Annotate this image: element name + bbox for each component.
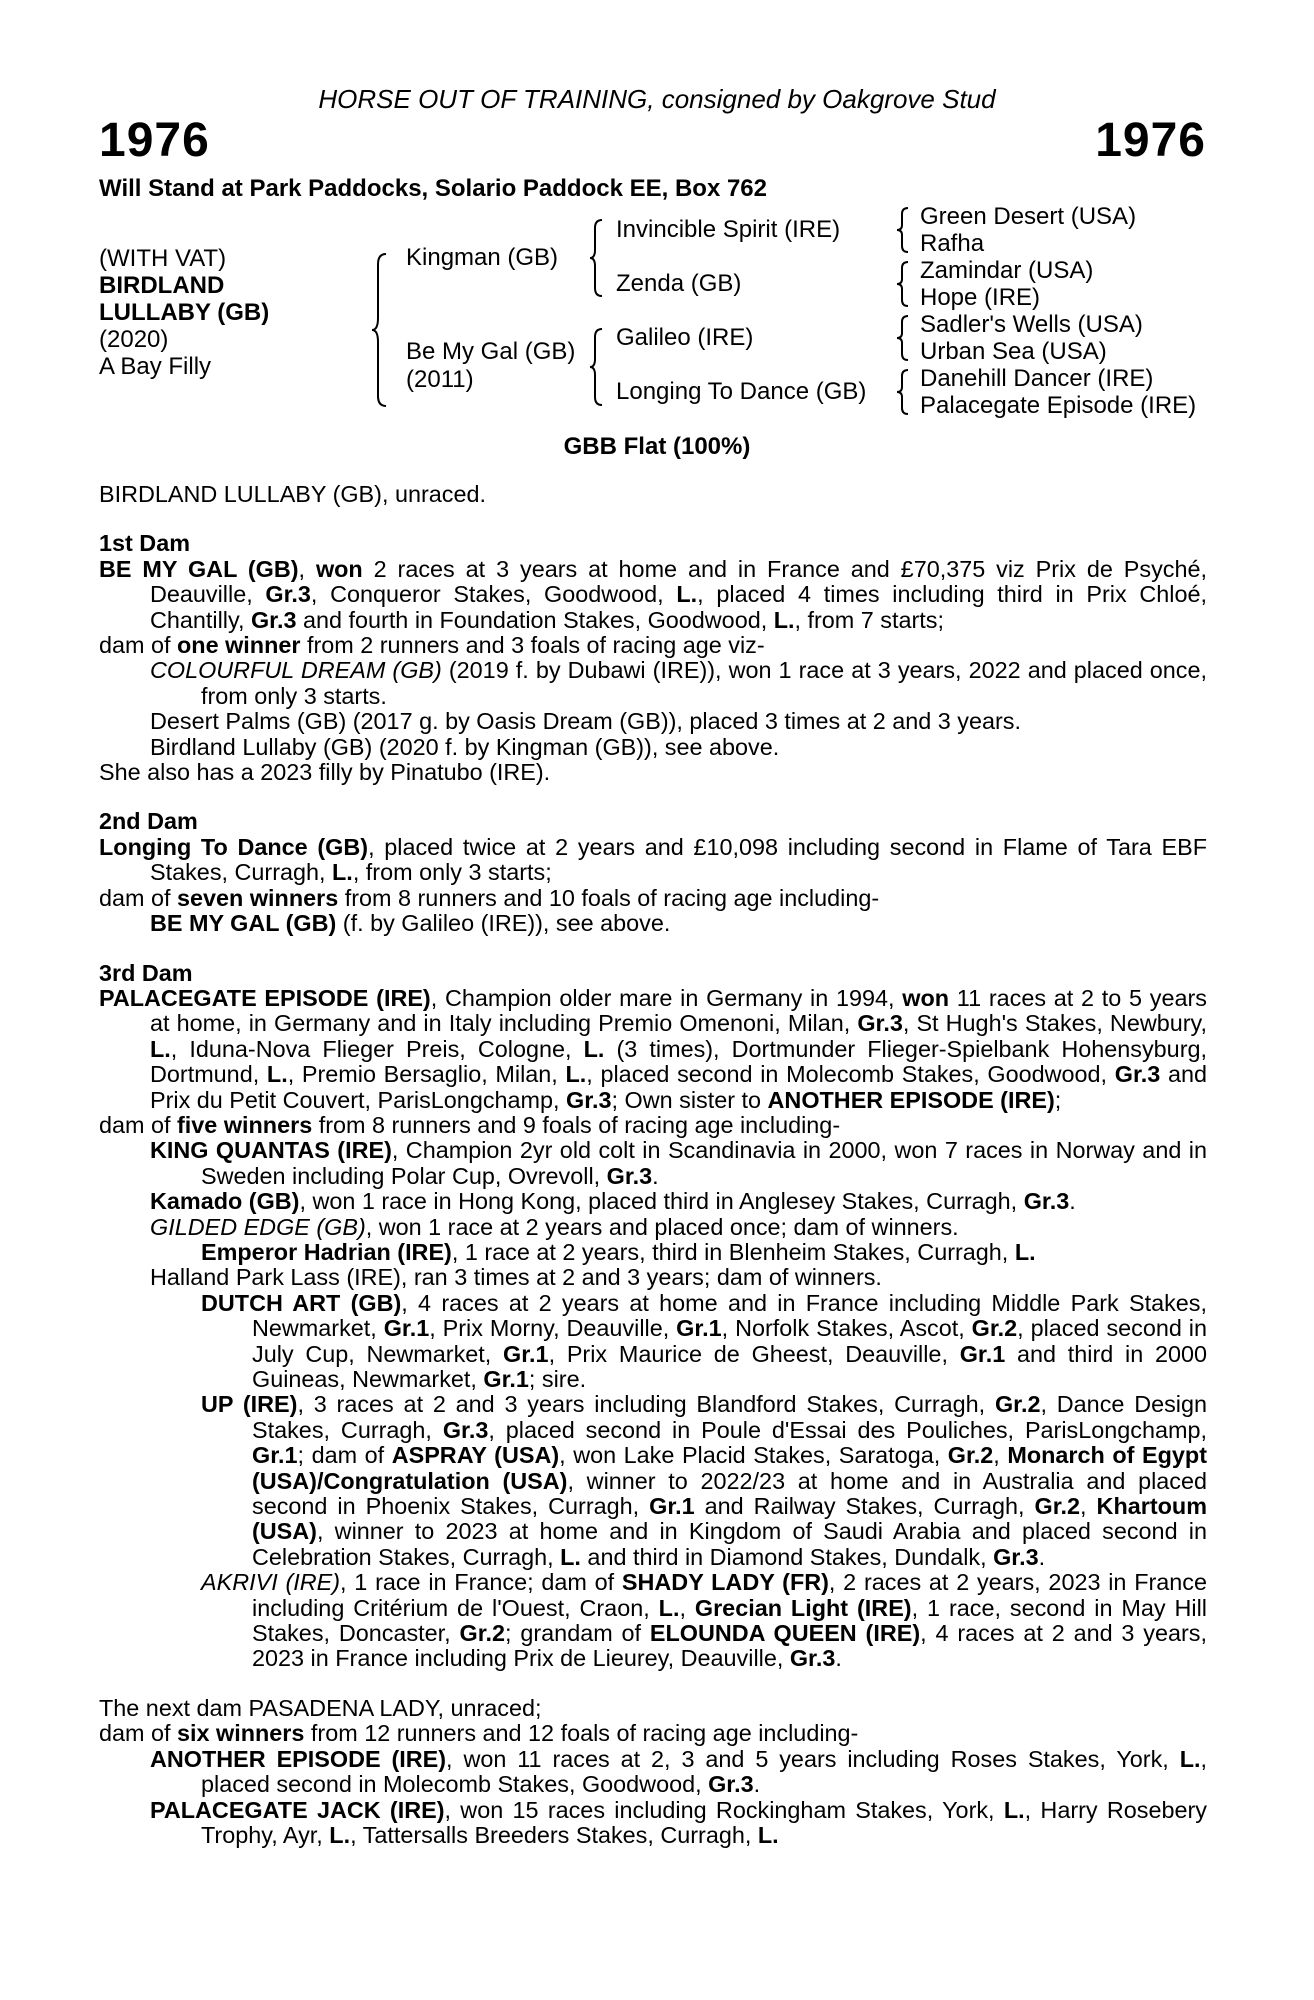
pedigree-brace-g3-2 xyxy=(895,259,913,309)
g3-ancestor: Green Desert (USA) xyxy=(920,203,1137,230)
horse-vat: (WITH VAT) xyxy=(99,245,227,272)
fourth-dam-intro: The next dam PASADENA LADY, unraced; xyxy=(99,1694,542,1721)
g3-ancestor: Hope (IRE) xyxy=(920,284,1041,311)
second-dam-foal: BE MY GAL (GB) (f. by Galileo (IRE)), see above. xyxy=(150,910,671,937)
dam-year: (2011) xyxy=(406,366,474,393)
dam-sire-name: Galileo (IRE) xyxy=(616,324,754,351)
g3-ancestor: Rafha xyxy=(920,230,985,257)
first-dam-also: She also has a 2023 filly by Pinatubo (IRE). xyxy=(99,759,551,786)
second-dam-heading: 2nd Dam xyxy=(99,808,198,835)
gbb-rating: GBB Flat (100%) xyxy=(563,433,751,460)
third-dam-heading: 3rd Dam xyxy=(99,959,193,986)
third-dam-foal-kamado: Kamado (GB), won 1 race in Hong Kong, placed third in Anglesey Stakes, Curragh, Gr.3. xyxy=(150,1188,1076,1215)
horse-description: A Bay Filly xyxy=(99,353,212,380)
g3-ancestor: Danehill Dancer (IRE) xyxy=(920,365,1154,392)
lot-number-left: 1976 xyxy=(99,114,210,167)
third-dam-foal-gilded-edge: GILDED EDGE (GB), won 1 race at 2 years and placed once; dam of winners. xyxy=(150,1213,959,1240)
first-dam-record: BE MY GAL (GB), won 2 races at 3 years at home and in France and £70,375 viz Prix de Psyché, Deauville, Gr.3, Conqueror Stakes, Goodwood, L., placed 4 times including third in Prix Chloé, Chantilly, Gr.3 and fourth in Foundation Stakes, Goodwood, L., from 7 starts; xyxy=(99,555,1207,633)
consignment-line: HORSE OUT OF TRAINING, consigned by Oakgrove Stud xyxy=(318,84,996,114)
pedigree-brace-sire xyxy=(588,216,608,300)
second-dam-record: Longing To Dance (GB), placed twice at 2 years and £10,098 including second in Flame of Tara EBF Stakes, Curragh, L., from only 3 starts; xyxy=(99,833,1207,886)
first-dam-produce-summary: dam of one winner from 2 runners and 3 foals of racing age viz- xyxy=(99,632,765,659)
first-dam-foal-3: Birdland Lullaby (GB) (2020 f. by Kingman (GB)), see above. xyxy=(150,733,780,760)
sire-dam-name: Zenda (GB) xyxy=(616,270,742,297)
third-dam-foal-king-quantas: KING QUANTAS (IRE), Champion 2yr old colt in Scandinavia in 2000, won 7 races in Norway and in Sweden including Polar Cup, Ovrevoll, Gr.3. xyxy=(150,1137,1207,1189)
fourth-dam-foal-palacegate-jack: PALACEGATE JACK (IRE), won 15 races including Rockingham Stakes, York, L., Harry Rosebery Trophy, Ayr, L., Tattersalls Breeders Stakes, Curragh, L. xyxy=(150,1796,1208,1848)
sire-name: Kingman (GB) xyxy=(406,244,559,271)
catalogue-body xyxy=(99,482,1207,1848)
first-dam-foal-1: COLOURFUL DREAM (GB) (2019 f. by Dubawi (IRE)), won 1 race at 3 years, 2022 and placed once, from only 3 starts. xyxy=(150,657,1207,709)
first-dam-heading: 1st Dam xyxy=(99,530,191,557)
dam-dam-name: Longing To Dance (GB) xyxy=(616,378,867,405)
horse-year: (2020) xyxy=(99,326,169,353)
pedigree-brace-dam xyxy=(588,325,608,409)
sire-sire-name: Invincible Spirit (IRE) xyxy=(616,216,841,243)
intro-line: BIRDLAND LULLABY (GB), unraced. xyxy=(99,481,486,507)
first-dam-foal-2: Desert Palms (GB) (2017 g. by Oasis Dream (GB)), placed 3 times at 2 and 3 years. xyxy=(150,708,1021,735)
stand-location: Will Stand at Park Paddocks, Solario Paddock EE, Box 762 xyxy=(99,175,768,202)
gilded-edge-foal-emperor-hadrian: Emperor Hadrian (IRE), 1 race at 2 years, third in Blenheim Stakes, Curragh, L. xyxy=(201,1238,1036,1265)
pedigree-brace-main xyxy=(370,250,394,410)
halland-park-foal-dutch-art: DUTCH ART (GB), 4 races at 2 years at home and in France including Middle Park Stakes, Newmarket, Gr.1, Prix Morny, Deauville, Gr.1, Norfolk Stakes, Ascot, Gr.2, placed second in July Cup, Newmarket, Gr.1, Prix Maurice de Gheest, Deauville, Gr.1 and third in 2000 Guineas, Newmarket, Gr.1; sire. xyxy=(201,1289,1208,1392)
third-dam-produce-summary: dam of five winners from 8 runners and 9 foals of racing age including- xyxy=(99,1111,841,1138)
pedigree-brace-g3-1 xyxy=(895,205,913,255)
halland-park-foal-akrivi: AKRIVI (IRE), 1 race in France; dam of SHADY LADY (FR), 2 races at 2 years, 2023 in France including Critérium de l'Ouest, Craon, L., Grecian Light (IRE), 1 race, second in May Hill Stakes, Doncaster, Gr.2; grandam of ELOUNDA QUEEN (IRE), 4 races at 2 and 3 years, 2023 in France including Prix de Lieurey, Deauville, Gr.3. xyxy=(201,1569,1207,1672)
halland-park-foal-up: UP (IRE), 3 races at 2 and 3 years including Blandford Stakes, Curragh, Gr.2, Dance Design Stakes, Curragh, Gr.3, placed second in Poule d'Essai des Pouliches, ParisLongchamp, Gr.1; dam of ASPRAY (USA), won Lake Placid Stakes, Saratoga, Gr.2, Monarch of Egypt (USA)/Congratulation (USA), winner to 2022/23 at home and in Australia and placed second in Phoenix Stakes, Curragh, Gr.1 and Railway Stakes, Curragh, Gr.2, Khartoum (USA), winner to 2023 at home and in Kingdom of Saudi Arabia and placed second in Celebration Stakes, Curragh, L. and third in Diamond Stakes, Dundalk, Gr.3. xyxy=(201,1391,1208,1570)
g3-ancestor: Urban Sea (USA) xyxy=(920,338,1107,365)
horse-name-line2: LULLABY (GB) xyxy=(99,299,270,326)
dam-name: Be My Gal (GB) xyxy=(406,338,576,365)
g3-ancestor: Palacegate Episode (IRE) xyxy=(920,392,1197,419)
pedigree-brace-g3-3 xyxy=(895,313,913,363)
g3-ancestor: Zamindar (USA) xyxy=(920,257,1094,284)
third-dam-record: PALACEGATE EPISODE (IRE), Champion older mare in Germany in 1994, won 11 races at 2 to 5 years at home, in Germany and in Italy including Premio Omenoni, Milan, Gr.3, St Hugh's Stakes, Newbury, L., Iduna-Nova Flieger Preis, Cologne, L. (3 times), Dortmunder Flieger-Spielbank Hohensyburg, Dortmund, L., Premio Bersaglio, Milan, L., placed second in Molecomb Stakes, Goodwood, Gr.3 and Prix du Petit Couvert, ParisLongchamp, Gr.3; Own sister to ANOTHER EPISODE (IRE); xyxy=(99,984,1208,1113)
second-dam-produce-summary: dam of seven winners from 8 runners and 10 foals of racing age including- xyxy=(99,884,880,911)
pedigree-brace-g3-4 xyxy=(895,367,913,417)
fourth-dam-foal-another-episode: ANOTHER EPISODE (IRE), won 11 races at 2, 3 and 5 years including Roses Stakes, York, L., placed second in Molecomb Stakes, Goodwood, Gr.3. xyxy=(150,1745,1207,1798)
horse-name-line1: BIRDLAND xyxy=(99,272,225,299)
g3-ancestor: Sadler's Wells (USA) xyxy=(920,311,1143,338)
fourth-dam-produce-summary: dam of six winners from 12 runners and 12 foals of racing age including- xyxy=(99,1720,859,1747)
lot-number-right: 1976 xyxy=(1095,114,1206,167)
third-dam-foal-halland-park-lass: Halland Park Lass (IRE), ran 3 times at 2 and 3 years; dam of winners. xyxy=(150,1264,882,1291)
